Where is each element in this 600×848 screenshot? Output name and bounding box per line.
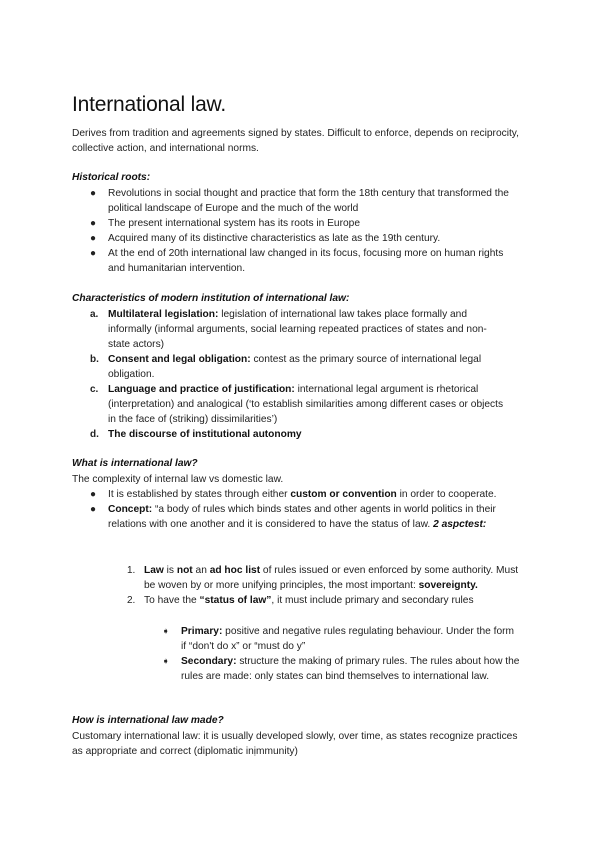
- list-item: ➧ Primary: positive and negative rules regulating behaviour. Under the form if “don't do x” or “must do y”: [162, 626, 514, 652]
- characteristics-heading: Characteristics of modern institution of international law:: [72, 293, 350, 304]
- how-made-paragraph: Customary international law: it is usually developed slowly, over time, as states recognize practices as appropriate and correct (diplomatic inịmmunity): [72, 731, 518, 757]
- aspects-list: [127, 563, 529, 608]
- what-is-lead: The complexity of internal law vs domestic law.: [72, 474, 284, 485]
- list-item: b. Consent and legal obligation: contest as the primary source of international legal obligation.: [90, 354, 482, 380]
- list-item: a. Multilateral legislation: legislation of international law takes place formally and informally (informal arguments, social learning repeated practices of states and non-state actors): [90, 309, 487, 350]
- bullet-icon: ●: [90, 233, 97, 244]
- bullet-icon: ●: [90, 218, 97, 229]
- arrow-icon: ➧: [162, 626, 170, 636]
- what-is-heading: What is international law?: [72, 458, 198, 469]
- list-item: ● The present international system has its roots in Europe: [90, 218, 360, 229]
- intro-paragraph: Derives from tradition and agreements signed by states. Difficult to enforce, depends on reciprocity, collective action, and international norms.: [72, 128, 519, 154]
- bullet-icon: ●: [90, 188, 97, 199]
- list-item: d. The discourse of institutional autonomy: [90, 429, 302, 440]
- rules-list: [162, 624, 521, 684]
- what-is-list: [90, 487, 513, 532]
- bullet-icon: ●: [90, 504, 97, 515]
- bullet-icon: ●: [90, 248, 97, 259]
- how-made-heading: How is international law made?: [72, 715, 224, 726]
- list-item: ● Concept: “a body of rules which binds states and other agents in world politics in their relations with one another and it is considered to have the status of law. 2 aspctest:: [90, 504, 496, 530]
- list-item: 2. To have the “status of law”, it must include primary and secondary rules: [127, 595, 474, 606]
- list-item: ● Acquired many of its distinctive characteristics as late as the 19th century.: [90, 233, 441, 244]
- list-item: ● It is established by states through either custom or convention in order to cooperate.: [90, 489, 497, 500]
- historical-roots-heading: Historical roots:: [72, 172, 151, 183]
- list-item: 1. Law is not an ad hoc list of rules issued or even enforced by some authority. Must be woven by or more unifying principles, the most important: sovereignty.: [127, 565, 519, 591]
- list-item: ● At the end of 20th international law changed in its focus, focusing more on human rights and humanitarian intervention.: [90, 248, 504, 274]
- list-item: ● Revolutions in social thought and practice that form the 18th century that transformed the political landscape of Europe and the much of the world: [90, 188, 509, 214]
- arrow-icon: ➧: [162, 656, 170, 666]
- bullet-icon: ●: [90, 489, 97, 500]
- list-item: ➧ Secondary: structure the making of primary rules. The rules about how the rules are made: only states can bind themselves to international law.: [162, 656, 520, 682]
- historical-roots-list: [90, 186, 513, 276]
- characteristics-list: [90, 307, 508, 442]
- list-item: c. Language and practice of justification: international legal argument is rhetorical (interpretation) and analogical (‘to establish similarities among different cases or objects in the face of (striking) dissimilarities’): [90, 384, 504, 425]
- page-title: International law.: [72, 93, 227, 116]
